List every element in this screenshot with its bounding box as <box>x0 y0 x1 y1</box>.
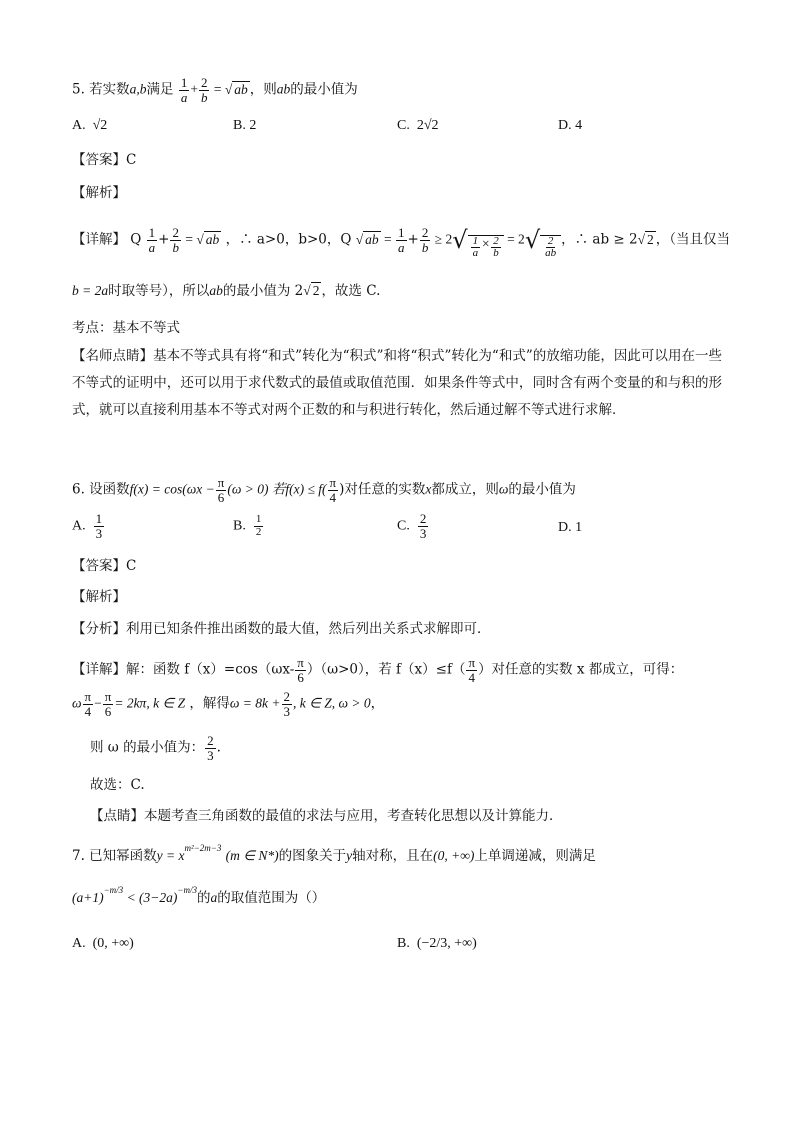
q5-stem: 5. 若实数a,b满足 $\frac{1}{a}$ + $\frac{2}{b}$ = √ ab ，则ab的最小值为 <box>72 75 358 105</box>
q6-detail-line2: ω $\frac{\pi}{4}$ − $\frac{\pi}{6}$ = 2kπ, k ∈ Z ，解得ω = 8k + $\frac{2}{3}$ , k ∈ Z, ω > 0， <box>72 689 385 719</box>
q5-frac2: $\frac{2}{b}$ <box>200 75 208 105</box>
q6-analysis-tag: 【解析】 <box>72 589 126 605</box>
q7-line2: $(a+1)^{-m/3} < (3-2a)^{-m/3}$的a的取值范围为（） <box>72 885 326 906</box>
q5-answer: 【答案】C <box>72 152 137 168</box>
q5-option-c: C. 2√2 <box>397 118 439 133</box>
q5-option-d: D. 4 <box>558 118 583 133</box>
q5-option-a: A. √2 <box>72 118 108 133</box>
q5-analysis-tag: 【解析】 <box>72 185 126 201</box>
q6-answer: 【答案】C <box>72 558 137 574</box>
q6-option-a: A. $\frac{1}{3}$ <box>72 511 103 541</box>
q5-sqrt: √ ab <box>224 81 248 97</box>
q5-detail-line1: 【详解】 Q $\frac{1}{a}$ + $\frac{2}{b}$ = √ ab ，∴ a>0，b>0，Q √ ab = $\frac{1}{a}$ + $\frac{2}{b}$ ≥ 2√ $\frac{1}{a}$ × $\frac{2}{b}$ = 2√ $\frac{2}{ab}$ ，∴ ab ≥ 2√ 2 ，（当且仅当 <box>72 225 730 260</box>
q6-option-b: B. $\frac{1}{2}$ <box>233 513 262 538</box>
q5-kaodian: 考点：基本不等式 <box>72 320 180 336</box>
q5-detail-line2: b = 2a时取等号），所以ab的最小值为 2√ 2 ，故选 C. <box>72 283 381 299</box>
q6-guxuan: 故选：C. <box>90 777 145 793</box>
q6-dianjing: 【点睛】本题考查三角函数的最值的求法与应用，考查转化思想以及计算能力． <box>90 808 563 824</box>
q6-option-d: D. 1 <box>558 520 583 535</box>
q5-frac1: $\frac{1}{a}$ <box>180 75 188 105</box>
q7-option-b: B. (−2/3, +∞) <box>397 936 477 951</box>
q6-detail-line1: 【详解】解：函数 f（x）=cos（ωx- $\frac{\pi}{6}$ ）（ω>0），若 f（x）≤f（ $\frac{\pi}{4}$ ）对任意的实数 x 都成立，可得： <box>72 655 684 685</box>
q5-option-b: B. 2 <box>233 118 257 133</box>
q6-option-c: C. $\frac{2}{3}$ <box>397 511 427 541</box>
q5-mingshi: 【名师点睛】基本不等式具有将“和式”转化为“积式”和将“积式”转化为“和式”的放缩功能，因此可以用在一些不等式的证明中，还可以用于求代数式的最值或取值范围．如果条件等式中，同时含有两个变量的和与积的形式，就可以直接利用基本不等式对两个正数的和与积进行转化，然后通过解不等式进行求解． <box>72 348 722 418</box>
q6-stem: 6. 设函数f(x) = cos(ωx − $\frac{\pi}{6}$ (ω > 0) 若f(x) ≤ f( $\frac{\pi}{4}$ )对任意的实数x都成立，则ω的最小值为 <box>72 475 576 505</box>
q6-fenxi: 【分析】利用已知条件推出函数的最大值，然后列出关系式求解即可． <box>72 621 491 637</box>
q7-stem: 7. 已知幂函数$y = x^{m^2-2m-3}$ (m ∈ N*)的图象关于y轴对称，且在(0, +∞)上单调递减，则满足 <box>72 843 596 864</box>
q7-option-a: A. (0, +∞) <box>72 936 134 951</box>
q6-min: 则 ω 的最小值为： $\frac{2}{3}$ . <box>90 733 221 763</box>
